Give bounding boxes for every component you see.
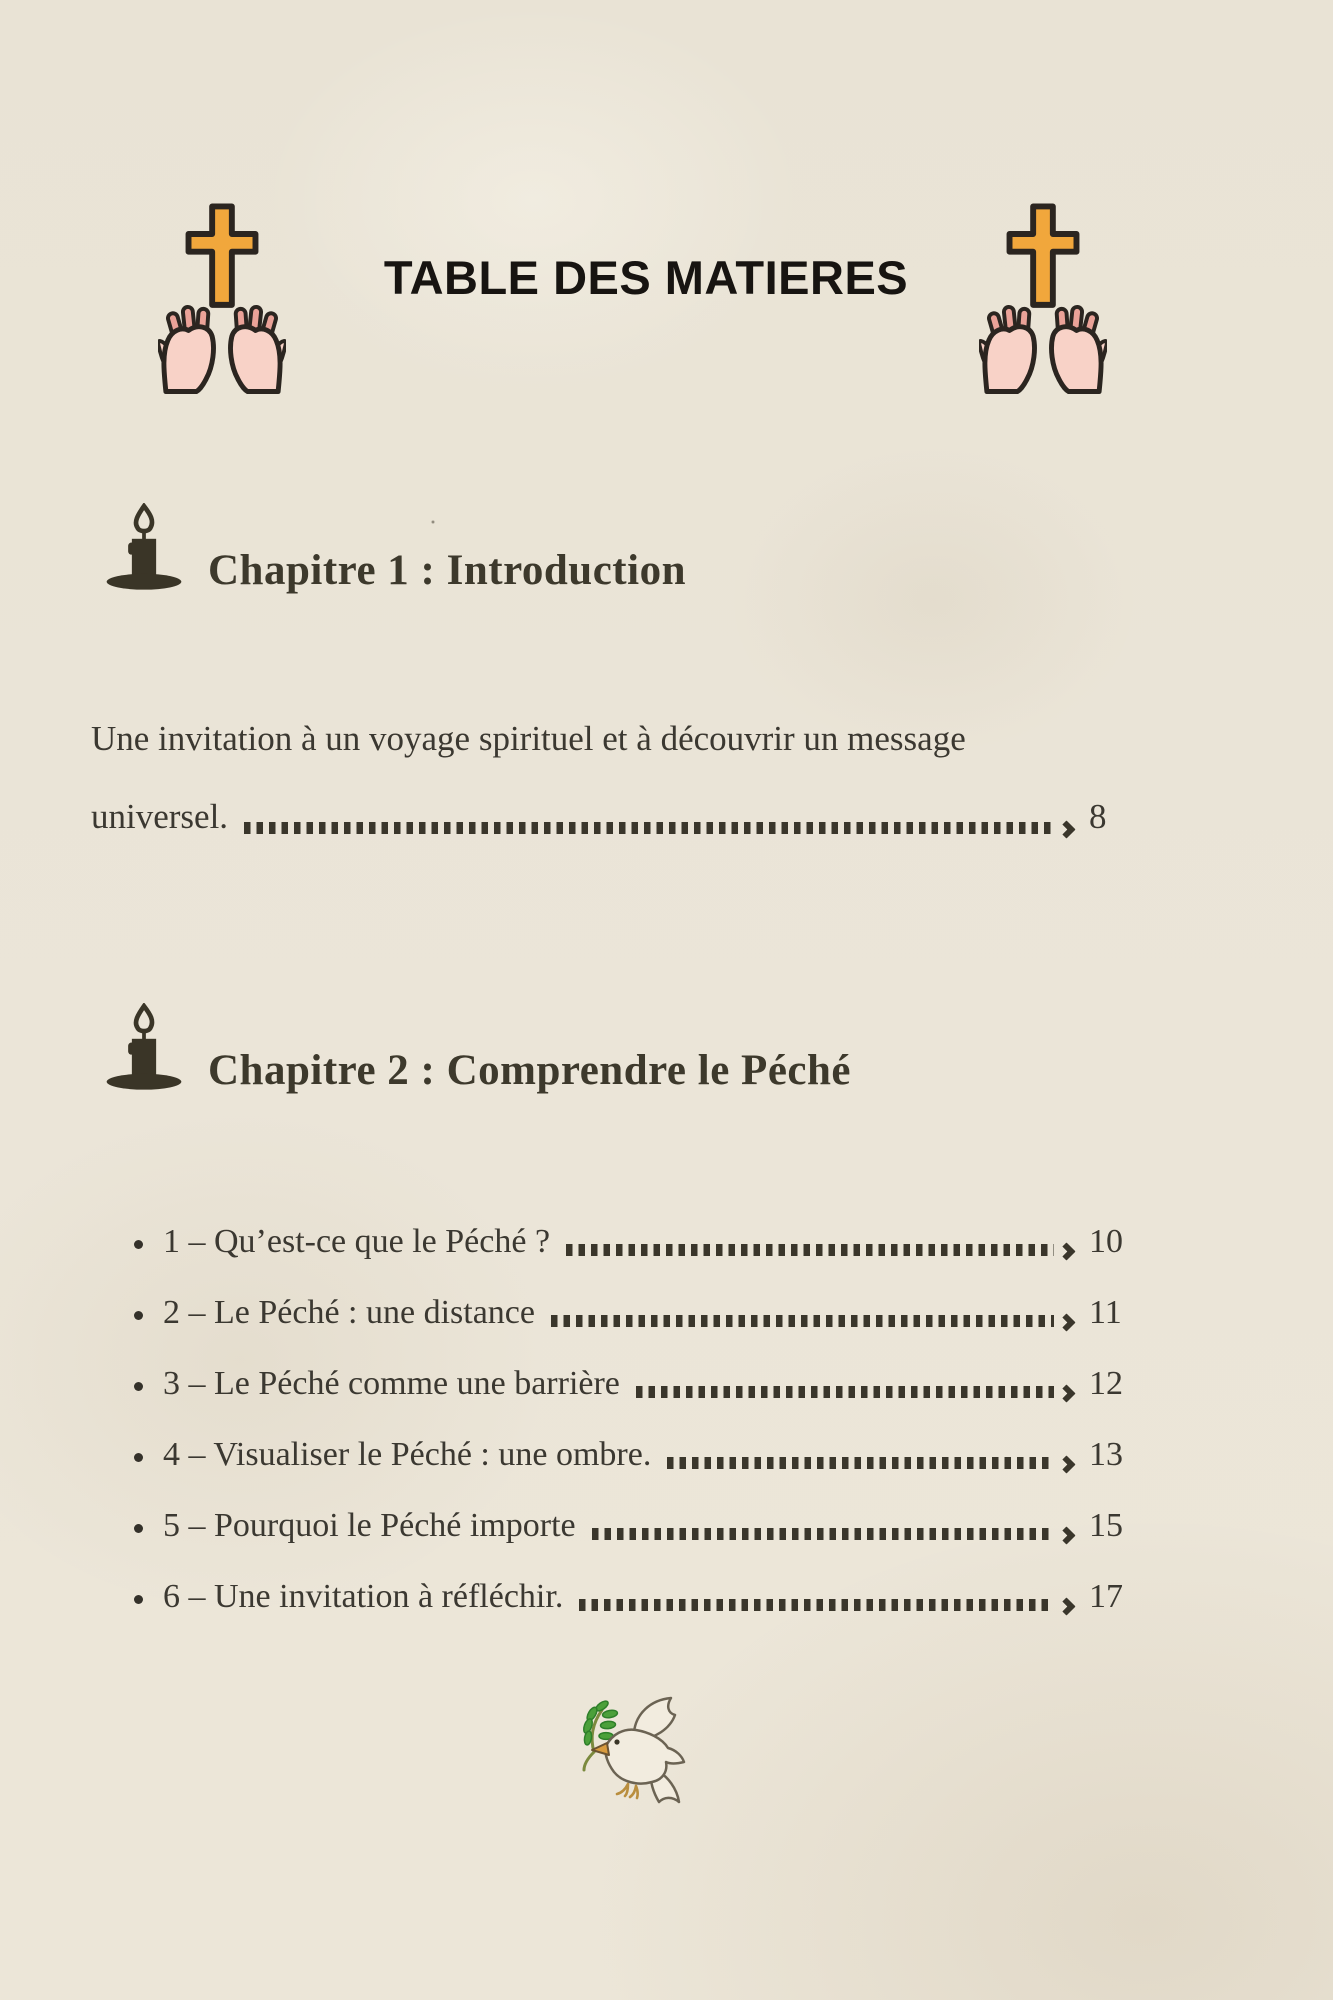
entry-text-line1: Une invitation à un voyage spirituel et à découvrir un message xyxy=(91,719,966,758)
toc-list xyxy=(134,1222,1135,1648)
bullet-icon xyxy=(134,1524,143,1533)
arrow-icon xyxy=(1057,1597,1075,1615)
dove-body xyxy=(605,1730,684,1784)
page-number: 12 xyxy=(1089,1365,1123,1402)
chapter-heading-text: Chapitre 1 : Introduction xyxy=(208,547,686,594)
toc-entry[interactable] xyxy=(134,1435,1135,1475)
dotted-leader xyxy=(667,1457,1054,1469)
dotted-leader xyxy=(244,822,1054,834)
page-title: TABLE DES MATIERES xyxy=(383,251,909,304)
toc-entry[interactable] xyxy=(134,1293,1135,1333)
entry-label: 3 – Le Péché comme une barrière xyxy=(163,1365,620,1402)
arrow-icon xyxy=(1057,820,1075,838)
page-number: 17 xyxy=(1089,1578,1123,1615)
page-number: 10 xyxy=(1089,1223,1123,1260)
hand-right xyxy=(1052,306,1107,391)
dotted-leader xyxy=(566,1244,1054,1256)
bullet-icon xyxy=(134,1311,143,1320)
toc-entry[interactable] xyxy=(134,1577,1135,1617)
arrow-icon xyxy=(1057,1242,1075,1260)
page-number: 13 xyxy=(1089,1436,1123,1473)
page-number: 8 xyxy=(1089,797,1107,836)
cross-icon xyxy=(1010,206,1077,304)
entry-text-line2: universel. xyxy=(91,797,229,836)
entry-label: 6 – Une invitation à réfléchir. xyxy=(163,1578,564,1615)
bullet-icon xyxy=(134,1453,143,1462)
entry-label: 4 – Visualiser le Péché : une ombre. xyxy=(163,1436,652,1473)
entry-label: 5 – Pourquoi le Péché importe xyxy=(163,1507,576,1544)
dotted-leader xyxy=(636,1386,1054,1398)
arrow-icon xyxy=(1057,1526,1075,1544)
candle-icon xyxy=(102,503,186,597)
dotted-leader xyxy=(579,1599,1054,1611)
toc-entry[interactable] xyxy=(134,1506,1135,1546)
arrow-icon xyxy=(1057,1455,1075,1473)
entry-label: 2 – Le Péché : une distance xyxy=(163,1294,535,1331)
hand-left xyxy=(158,306,213,391)
chapter-2-heading xyxy=(102,1003,851,1097)
bullet-icon xyxy=(134,1595,143,1604)
toc-entry[interactable] xyxy=(134,1222,1135,1262)
dotted-leader xyxy=(592,1528,1054,1540)
chapter-heading-text: Chapitre 2 : Comprendre le Péché xyxy=(208,1047,851,1094)
chapter-1-heading xyxy=(102,503,686,597)
dove-feet xyxy=(617,1784,638,1798)
toc-entry[interactable] xyxy=(134,1364,1135,1404)
bullet-icon xyxy=(134,1240,143,1249)
arrow-icon xyxy=(1057,1313,1075,1331)
dotted-leader xyxy=(551,1315,1054,1327)
page-number: 15 xyxy=(1089,1507,1123,1544)
entry-label: 1 – Qu’est-ce que le Péché ? xyxy=(163,1223,551,1260)
page-number: 11 xyxy=(1089,1294,1122,1331)
hand-right xyxy=(231,306,286,391)
cross-praying-hands-icon xyxy=(979,197,1107,397)
arrow-icon xyxy=(1057,1384,1075,1402)
dove-eye xyxy=(614,1739,619,1744)
toc-entry[interactable] xyxy=(91,716,1135,840)
hand-left xyxy=(979,306,1034,391)
candle-icon xyxy=(102,1003,186,1097)
bullet-icon xyxy=(134,1382,143,1391)
dove-olive-branch-icon xyxy=(570,1694,710,1814)
